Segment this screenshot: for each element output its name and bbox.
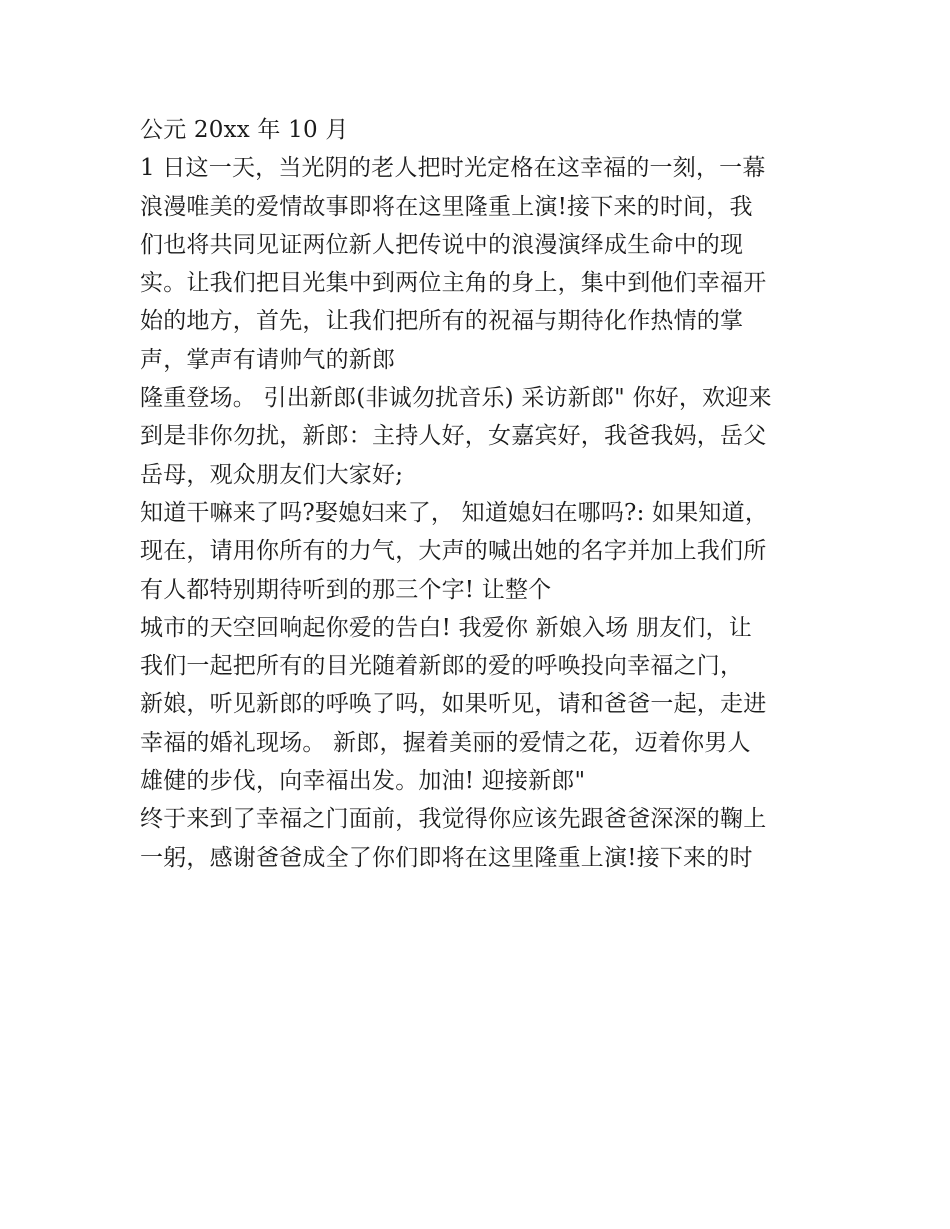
text-line: 岳母，观众朋友们大家好; <box>140 461 404 488</box>
text-line: 终于来到了幸福之门面前，我觉得你应该先跟爸爸深深的鞠上 <box>140 806 767 833</box>
text-line: 始的地方，首先，让我们把所有的祝福与期待化作热情的掌 <box>140 308 744 335</box>
text-line: 城市的天空回响起你爱的告白! 我爱你 新娘入场 朋友们，让 <box>140 614 752 641</box>
text-line: 我们一起把所有的目光随着新郎的爱的呼唤投向幸福之门， <box>140 653 744 680</box>
text-line: 们也将共同见证两位新人把传说中的浪漫演绎成生命中的现 <box>140 231 744 258</box>
text-line: 知道干嘛来了吗?娶媳妇来了， 知道媳妇在哪吗?: 如果知道， <box>140 499 769 526</box>
text-line: 到是非你勿扰，新郎：主持人好，女嘉宾好，我爸我妈，岳父 <box>140 423 767 450</box>
text-line: 1 日这一天，当光阴的老人把时光定格在这幸福的一刻，一幕 <box>140 155 766 182</box>
text-line: 隆重登场。 引出新郎(非诚勿扰音乐) 采访新郎" 你好，欢迎来 <box>140 385 772 412</box>
text-line: 实。让我们把目光集中到两位主角的身上，集中到他们幸福开 <box>140 270 767 297</box>
text-line: 现在，请用你所有的力气，大声的喊出她的名字并加上我们所 <box>140 538 767 565</box>
text-line: 新娘，听见新郎的呼唤了吗，如果听见，请和爸爸一起，走进 <box>140 691 767 718</box>
text-line: 一躬，感谢爸爸成全了你们即将在这里隆重上演!接下来的时 <box>140 844 753 871</box>
text-line: 有人都特别期待听到的那三个字! 让整个 <box>140 576 552 603</box>
text-line: 浪漫唯美的爱情故事即将在这里隆重上演!接下来的时间，我 <box>140 193 753 220</box>
text-line: 幸福的婚礼现场。 新郎，握着美丽的爱情之花，迈着你男人 <box>140 729 751 756</box>
text-line: 公元 20xx 年 10 月 <box>140 117 349 143</box>
text-line: 声，掌声有请帅气的新郎 <box>140 346 396 373</box>
text-line: 雄健的步伐，向幸福出发。加油! 迎接新郎" <box>140 768 586 795</box>
document-body <box>140 111 830 877</box>
